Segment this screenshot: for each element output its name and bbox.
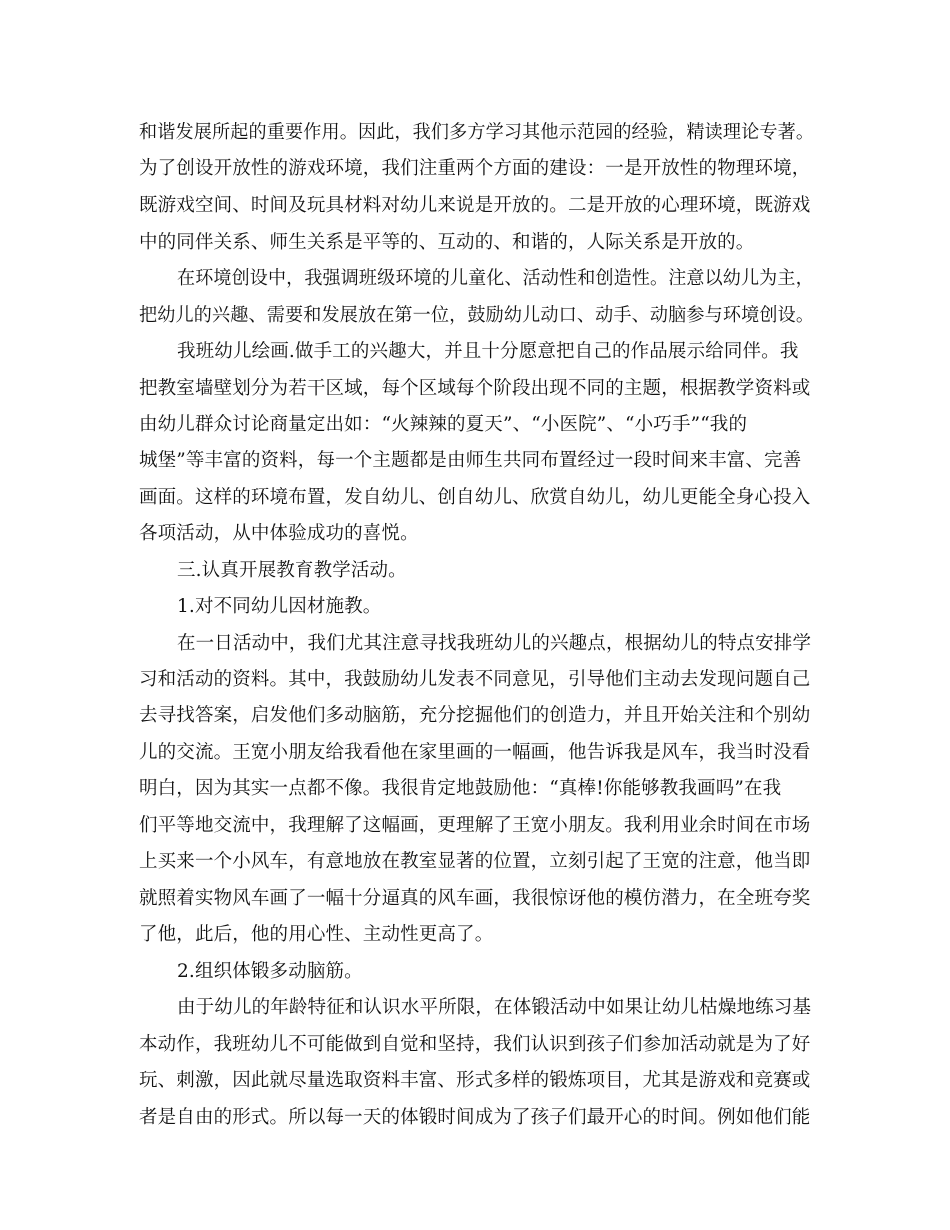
text-line: 们平等地交流中，我理解了这幅画，更理解了王宽小朋友。我利用业余时间在市场 [139, 815, 811, 836]
paragraph-start-line: 在一日活动中，我们尤其注意寻找我班幼儿的兴趣点，根据幼儿的特点安排学 [177, 633, 812, 654]
section-heading: 三.认真开展教育教学活动。 [177, 560, 407, 581]
text-line: 由幼儿群众讨论商量定出如：“火辣辣的夏天”、“小医院”、“小巧手”“我的 [139, 414, 748, 435]
text-line: 习和活动的资料。其中，我鼓励幼儿发表不同意见，引导他们主动去发现问题自己 [139, 669, 811, 690]
text-line: 去寻找答案，启发他们多动脑筋，充分挖掘他们的创造力，并且开始关注和个别幼 [139, 705, 811, 726]
subsection-heading: 1.对不同幼儿因材施教。 [177, 596, 382, 617]
text-line: 本动作，我班幼儿不可能做到自觉和坚持，我们认识到孩子们参加活动就是为了好 [139, 1034, 811, 1055]
text-line: 儿的交流。王宽小朋友给我看他在家里画的一幅画，他告诉我是风车，我当时没看 [139, 742, 811, 763]
text-line: 既游戏空间、时间及玩具材料对幼儿来说是开放的。二是开放的心理环境，既游戏 [139, 195, 811, 216]
text-line: 为了创设开放性的游戏环境，我们注重两个方面的建设：一是开放性的物理环境， [139, 158, 811, 179]
text-line: 城堡”等丰富的资料，每一个主题都是由师生共同布置经过一段时间来丰富、完善 [139, 450, 802, 471]
paragraph-start-line: 由于幼儿的年龄特征和认识水平所限，在体锻活动中如果让幼儿枯燥地练习基 [177, 997, 812, 1018]
text-line: 了他，此后，他的用心性、主动性更高了。 [139, 924, 494, 945]
text-line: 中的同伴关系、师生关系是平等的、互动的、和谐的，人际关系是开放的。 [139, 232, 755, 253]
text-line: 就照着实物风车画了一幅十分逼真的风车画，我很惊讶他的模仿潜力，在全班夸奖 [139, 888, 811, 909]
text-line: 把幼儿的兴趣、需要和发展放在第一位，鼓励幼儿动口、动手、动脑参与环境创设。 [139, 305, 815, 326]
subsection-heading: 2.组织体锻多动脑筋。 [177, 961, 363, 982]
text-line: 者是自由的形式。所以每一天的体锻时间成为了孩子们最开心的时间。例如他们能 [139, 1107, 811, 1128]
text-line: 上买来一个小风车，有意地放在教室显著的位置，立刻引起了王宽的注意，他当即 [139, 851, 811, 872]
text-line: 明白，因为其实一点都不像。我很肯定地鼓励他：“真棒!你能够教我画吗”在我 [139, 778, 782, 799]
paragraph-start-line: 在环境创设中，我强调班级环境的儿童化、活动性和创造性。注意以幼儿为主， [177, 268, 814, 289]
text-line: 画面。这样的环境布置，发自幼儿、创自幼儿、欣赏自幼儿，幼儿更能全身心投入 [139, 487, 811, 508]
text-line: 和谐发展所起的重要作用。因此，我们多方学习其他示范园的经验，精读理论专著。 [139, 122, 815, 143]
text-line: 各项活动，从中体验成功的喜悦。 [139, 523, 419, 544]
paragraph-start-line: 我班幼儿绘画.做手工的兴趣大，并且十分愿意把自己的作品展示给同伴。我 [177, 341, 799, 362]
text-line: 把教室墙壁划分为若干区域，每个区域每个阶段出现不同的主题，根据教学资料或 [139, 378, 811, 399]
text-line: 玩、刺激，因此就尽量选取资料丰富、形式多样的锻炼项目，尤其是游戏和竞赛或 [139, 1070, 811, 1091]
